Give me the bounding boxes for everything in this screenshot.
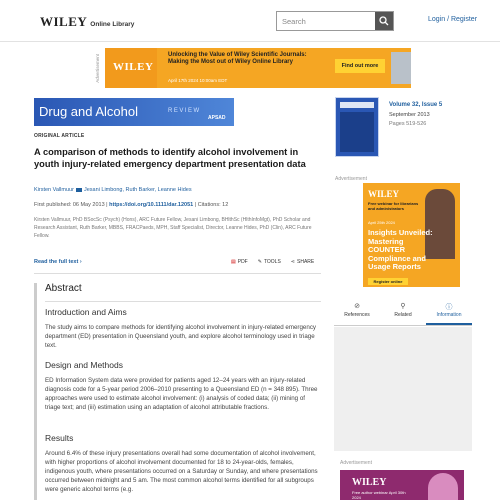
login-register-link[interactable]: Login / Register — [428, 16, 478, 23]
sidebar-advertisement[interactable] — [363, 183, 460, 287]
article-tools — [231, 259, 314, 265]
section-heading: Introduction and Aims — [45, 307, 127, 317]
section-heading: Design and Methods — [45, 360, 123, 370]
publication-info: First published: 06 May 2013 | https://doi.org/10.1111/dar.12051 | Citations: 12 — [34, 202, 229, 208]
ad-laptop-image — [391, 52, 411, 84]
author-affiliations: Kirsten Vallmuur, PhD BSocSc (Psych) (Hons), ARC Future Fellow, Jesani Limbong, BHlthSc (HlthInfoMgt), PhD Scholar and Research Assistant, Ruth Barker, MBBS, FRACPaeds, MPH, Staff Specialist, Director, Leanne Hides, PhD (Clin), ARC Future Fellow. — [34, 217, 312, 239]
search-button[interactable] — [375, 12, 393, 30]
ad-find-out-more-button[interactable]: Find out more — [335, 59, 385, 73]
sidebar-advertisement-2[interactable] — [340, 470, 464, 500]
top-advertisement[interactable] — [105, 48, 411, 88]
journal-banner-review: REVIEW — [168, 108, 201, 114]
article-authors — [34, 187, 314, 193]
top-navigation-bar — [0, 0, 500, 42]
related-icon: ⚲ — [400, 303, 406, 310]
issue-pages: Pages 519-526 — [389, 121, 427, 127]
published-date: First published: 06 May 2013 — [34, 202, 105, 208]
share-button[interactable] — [291, 259, 314, 265]
read-full-text-label: Read the full text — [34, 259, 79, 265]
tab-label: References — [344, 312, 370, 318]
logo-sub: Online Library — [90, 21, 135, 28]
tab-label: Information — [436, 312, 462, 318]
section-heading: Results — [45, 433, 74, 443]
share-label: SHARE — [297, 259, 315, 265]
search-icon — [379, 16, 389, 26]
section-text: ED Information System data were provided for patients aged 12–24 years with an injury-related diagnosis code for a 5-year period 2006–2010 presenting to a Queensland ED (n = 348 895). Three approaches were used to estimate alcohol involvement: (i) analysis of coded data; (ii) mining of triage text; and (iii) estimation using an adaptation of alcohol attributable fractions. — [45, 377, 318, 411]
ad-subtitle: Free webinar for librarians and administrators — [368, 201, 419, 211]
tools-button[interactable] — [258, 259, 281, 265]
pdf-label: PDF — [237, 259, 248, 265]
tools-label: TOOLS — [263, 259, 281, 265]
pdf-button[interactable] — [231, 259, 248, 265]
ad-register-button[interactable]: Register online — [368, 278, 408, 285]
author-link[interactable]: Jesani Limbong, Ruth Barker, Leanne Hides — [83, 187, 192, 193]
read-full-text-link[interactable] — [34, 259, 82, 265]
issue-link[interactable]: Volume 32, Issue 5 — [389, 102, 443, 108]
wiley-online-library-logo[interactable] — [40, 14, 134, 30]
ad-person-image — [428, 473, 458, 500]
citations-count[interactable]: Citations: 12 — [197, 202, 229, 208]
divider — [34, 273, 321, 274]
ad-headline: Insights Unveiled: Mastering COUNTER Compliance and Usage Reports — [368, 228, 433, 271]
tab-panel — [334, 327, 472, 451]
article-title: A comparison of methods to identify alcohol involvement in youth injury-related emergency department presentation data — [34, 147, 306, 169]
share-icon: ⋖ — [290, 259, 295, 265]
section-text: Around 6.4% of these injury presentations overall had some documentation of alcohol involvement, with higher proportions of alcohol involvement documented for 18 to 24-year-olds, females, indigenous youth, where presentations occurred on a Saturday or Sunday, and where presentations occurred between midnight and 5 am. The most common alcohol terms identified for all subgroups were generic alcohol terms (e.g. — [45, 450, 318, 493]
tab-information[interactable] — [426, 298, 472, 325]
sidebar-tabs — [334, 298, 472, 326]
chevron-right-icon: › — [79, 259, 82, 265]
references-icon: ⊘ — [354, 303, 360, 310]
ad-date: April 25th 2024 — [368, 220, 395, 225]
pdf-icon: ▤ — [231, 259, 236, 265]
author-link[interactable]: Kirsten Vallmuur — [34, 187, 74, 193]
search-bar — [276, 11, 394, 31]
tab-references[interactable] — [334, 298, 380, 325]
info-icon: ⓘ — [445, 304, 453, 311]
ad-brand: WILEY — [368, 189, 400, 199]
journal-cover-image[interactable] — [335, 97, 379, 157]
issue-date: September 2013 — [389, 112, 430, 118]
cover-art — [340, 112, 374, 152]
ad-label: Advertisement — [335, 176, 367, 182]
abstract-heading: Abstract — [45, 283, 82, 294]
ad-headline: Unlocking the Value of Wiley Scientific Journals: Making the Most out of Wiley Online Library — [168, 52, 307, 65]
cover-title-strip — [340, 102, 374, 108]
journal-banner[interactable] — [34, 98, 234, 126]
divider — [45, 301, 321, 302]
mail-icon[interactable] — [76, 188, 82, 192]
ad-brand: WILEY — [352, 477, 387, 488]
tab-related[interactable] — [380, 298, 426, 325]
ad-brand: WILEY — [113, 61, 154, 73]
ad-label: Advertisement — [95, 54, 100, 83]
article-type: ORIGINAL ARTICLE — [34, 133, 85, 139]
logo-brand: WILEY — [40, 14, 88, 29]
doi-link[interactable]: https://doi.org/10.1111/dar.12051 — [109, 202, 194, 208]
ad-label: Advertisement — [340, 460, 372, 466]
wrench-icon: ✎ — [257, 259, 262, 265]
tab-label: Related — [394, 312, 412, 318]
search-input[interactable]: Search — [282, 17, 306, 26]
journal-banner-title: Drug and Alcohol — [39, 104, 139, 119]
abstract-section — [34, 283, 321, 500]
ad-date: April 17th 2024 10:00am EDT — [168, 78, 228, 83]
section-text: The study aims to compare methods for identifying alcohol involvement in injury-related emergency department (ED) presentation in Queensland youth, and explore alcohol terminology used in triage text. — [45, 324, 317, 349]
journal-banner-org: APSAD — [208, 115, 226, 121]
ad-subtitle: Free author webinar April 30th 2024 — [352, 490, 406, 500]
